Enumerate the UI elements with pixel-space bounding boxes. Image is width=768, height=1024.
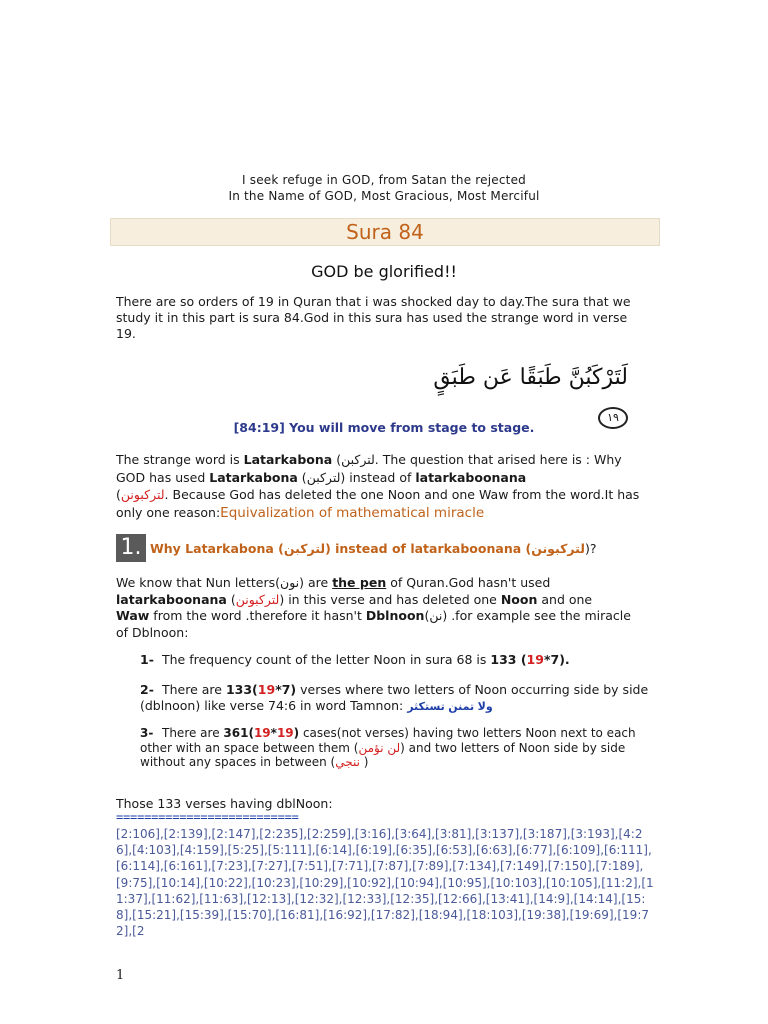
count-red: 19 <box>276 726 294 740</box>
arabic-word-red: تمنن <box>448 700 475 713</box>
arabic-word-red: لتركبونن <box>235 591 280 607</box>
arabic-nn: نن <box>429 608 443 623</box>
title-part: Why Latarkabona ( <box>150 540 284 556</box>
text: We know that Nun letters( <box>116 575 281 590</box>
text: ) in this verse and has deleted one <box>279 591 501 607</box>
text: from the word .therefore it hasn't <box>149 608 366 623</box>
intro-paragraph: There are so orders of 19 in Quran that i was shocked day to day.The sura that we study it in this part is sura 84.God in this sura has used the strange word in verse 19. <box>116 294 631 341</box>
word-noon: Noon <box>500 591 538 607</box>
the-pen-phrase: the pen <box>332 575 387 590</box>
text: The strange word is <box>116 452 244 467</box>
text: ) and two letters of Noon side by side without any spaces in between ( <box>140 740 626 769</box>
text: ) <box>359 755 369 769</box>
text: cases(not verses) having two letters Noon next to each other with an space between them ( <box>140 726 636 755</box>
list-number: 3- <box>140 726 154 740</box>
verses-list: [2:106],[2:139],[2:147],[2:235],[2:259],[3:16],[3:64],[3:81],[3:137],[3:187],[3:193],[4:26],[4:103],[4:159],[5:25],[5:111],[6:14],[6:19],[6:35],[6:53],[6:63],[6:77],[6:109],[6:111],[6:114],[6:161],[7:23],[7:27],[7:51],[7:71],[7:87],[7:89],[7:134],[7:149],[7:150],[7:189],[9:75],[10:14],[10:22],[10:23],[10:29],[10:92],[10:94],[10:95],[10:103],[10:105],[11:2],[11:37],[11:62],[11:63],[12:13],[12:32],[12:33],[12:35],[12:66],[13:41],[14:9],[14:14],[15:8],[15:21],[15:39],[15:70],[16:81],[16:92],[17:82],[18:94],[18:103],[19:38],[19:69],[19:72],[2 <box>116 827 654 939</box>
count-red: 19 <box>257 682 276 697</box>
count: *7). <box>543 652 570 667</box>
arabic-verse <box>420 358 628 424</box>
text: ) are <box>299 575 333 590</box>
list-item-1 <box>140 652 660 668</box>
count: ) <box>293 726 300 740</box>
text: and one <box>537 591 593 607</box>
text: . The question that arised here is : Why GOD has used <box>116 452 622 485</box>
section-title <box>150 541 596 556</box>
arabic-word: لتركبن <box>341 452 375 467</box>
word-dblnoon: Dblnoon <box>365 608 425 623</box>
ayah-number-badge: ١٩ <box>598 407 628 429</box>
text: instead of <box>345 469 416 485</box>
text: verses where two letters of Noon occurring side by side (dblnoon) like verse 74:6 in word Tamnon: <box>140 682 649 713</box>
count-red: 19 <box>526 652 544 667</box>
list-item-3 <box>140 726 660 770</box>
arabic-word: لتركبن <box>306 469 341 485</box>
text: .for example see the miracle of Dblnoon: <box>116 608 631 640</box>
title-arabic: لتركبن <box>283 540 326 556</box>
word-latarkabona: Latarkabona <box>209 469 298 485</box>
arabic-verse-text: لَتَرْكَبُنَّ طَبَقًا عَن طَبَقٍ <box>433 365 628 390</box>
arabic-word-red: لتركبونن <box>120 487 165 502</box>
text: There are <box>162 726 224 740</box>
list-number: 1- <box>140 652 154 667</box>
header-block <box>0 172 768 204</box>
verse-translation: [84:19] You will move from stage to stage. <box>233 420 535 435</box>
title-part: )? <box>584 540 597 556</box>
refuge-line: I seek refuge in GOD, from Satan the rejected <box>242 173 526 187</box>
arabic-word-red: ننجي <box>335 755 360 769</box>
list-number: 2- <box>140 682 154 697</box>
text: The frequency count of the letter Noon in sura 68 is <box>162 652 491 667</box>
count: * <box>270 726 277 740</box>
section-1-heading <box>116 534 676 562</box>
count: 133( <box>225 682 258 697</box>
page-number: 1 <box>116 968 125 983</box>
count: *7) <box>275 682 297 697</box>
count: 361( <box>223 726 254 740</box>
verses-heading: Those 133 verses having dblNoon: <box>116 796 333 811</box>
arabic-word-red: لن نؤمن <box>358 740 401 755</box>
strange-word-paragraph: The strange word is Latarkabona (لتركبن. The question that arised here is : Why GOD has used Latarkabona (لتركبن) instead of latarkaboonana (لتركبونن. Because God has deleted the one Noon and one Waw from the word.It has only one reason:Equivalization of mathematical miracle <box>116 452 640 521</box>
section-number: 1. <box>116 534 146 562</box>
nun-paragraph: We know that Nun letters(نون) are the pen of Quran.God hasn't used latarkaboonana (لتركبونن) in this verse and has deleted one Noon and one Waw from the word .therefore it hasn't Dblnoon(نن) .for example see the miracle of Dblnoon: <box>116 575 631 640</box>
highlight-phrase: Equivalization of mathematical miracle <box>220 504 485 521</box>
count-red: 19 <box>253 726 271 740</box>
word-latarkaboonana: latarkaboonana <box>116 591 227 607</box>
title-part: ) instead of latarkaboonana ( <box>325 540 532 556</box>
arabic-word: تستكثر <box>407 700 445 713</box>
equals-divider: ========================== <box>116 810 299 824</box>
sura-title-banner: Sura 84 <box>110 218 660 246</box>
text: . Because God has deleted the one Noon and one Waw from the word.It has only one reason: <box>116 487 640 520</box>
count: 133 ( <box>490 652 527 667</box>
text: There are <box>162 682 226 697</box>
glorified-heading: GOD be glorified!! <box>311 262 457 281</box>
word-latarkabona: Latarkabona <box>243 452 333 467</box>
bismillah-line: In the Name of GOD, Most Gracious, Most Merciful <box>228 189 540 203</box>
arabic-word: ولا <box>477 700 493 713</box>
word-latarkaboonana: latarkaboonana <box>415 469 527 485</box>
list-item-2 <box>140 682 660 715</box>
title-arabic: لتركبونن <box>531 540 585 556</box>
arabic-nun: نون <box>280 575 300 590</box>
word-waw: Waw <box>116 608 150 623</box>
text: of Quran.God hasn't used <box>386 575 551 590</box>
